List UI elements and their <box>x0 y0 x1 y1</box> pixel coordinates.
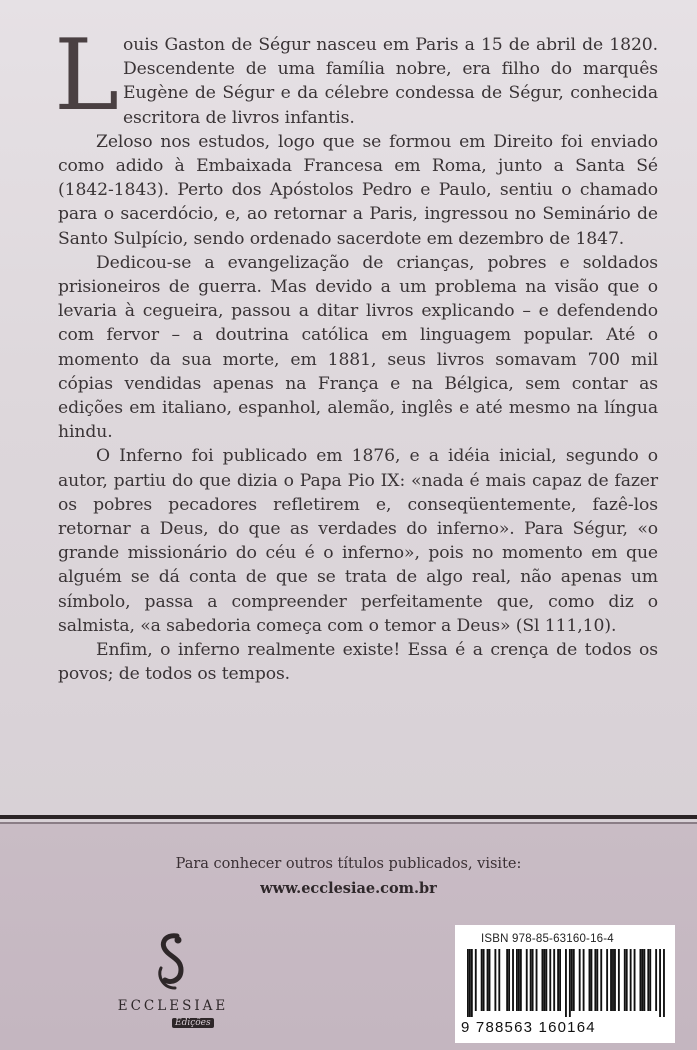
barcode-bar <box>610 949 612 1011</box>
barcode-bar <box>471 949 473 1017</box>
barcode-bar <box>467 949 469 1017</box>
barcode-bar <box>565 949 567 1017</box>
barcode-bar <box>536 949 538 1011</box>
barcode-bar <box>557 949 559 1011</box>
barcode-bar <box>659 949 661 1017</box>
barcode-bar <box>630 949 632 1011</box>
barcode-bar <box>487 949 489 1011</box>
barcode-bar <box>640 949 642 1011</box>
barcode-bar <box>516 949 518 1011</box>
barcode-bar <box>579 949 581 1011</box>
isbn-label: ISBN 978-85-63160-16-4 <box>481 933 614 945</box>
barcode-bar <box>606 949 608 1011</box>
barcode-bar <box>489 949 491 1011</box>
barcode-bar <box>494 949 496 1011</box>
barcode-bar <box>481 949 483 1011</box>
barcode-bar <box>634 949 636 1011</box>
barcode-bar <box>469 949 471 1017</box>
barcode-bar <box>589 949 591 1011</box>
barcode-bar <box>512 949 514 1011</box>
barcode-bar <box>663 949 665 1017</box>
barcode-digits: 9 788563 160164 <box>461 1019 596 1036</box>
barcode-bar <box>530 949 532 1011</box>
barcode-bar <box>475 949 477 1011</box>
barcode-bar <box>649 949 651 1011</box>
barcode-icon <box>467 949 665 1017</box>
barcode-bar <box>532 949 534 1011</box>
barcode-bar <box>600 949 602 1011</box>
paragraph-1 <box>54 19 658 133</box>
paragraph-2: Zeloso nos estudos, logo que se formou em Direito foi enviado como adido à Embaixada Francesa em Roma, junto a Santa Sé (1842-1843). Perto dos Apóstolos Pedro e Paulo, sentiu o chamado para o sacerdócio, e, ao retornar a Paris, ingressou no Seminário de Santo Sulpício, sendo ordenado sacerdote em dezembro de 1847. <box>58 131 658 249</box>
paragraph-1-text: ouis Gaston de Ségur nasceu em Paris a 15 de abril de 1820. Descendente de uma família nobre, era filho do marquês Eugène de Ségur e da célebre condessa de Ségur, conhecida escritora de livros infantis. <box>122 35 658 128</box>
barcode-bar <box>498 949 500 1011</box>
visit-text: Para conhecer outros títulos publicados, visite: <box>175 856 522 872</box>
barcode-bar <box>483 949 485 1011</box>
divider-dark <box>0 815 697 819</box>
barcode-bar <box>643 949 645 1011</box>
paragraph-4: O Inferno foi publicado em 1876, e a idéia inicial, segundo o autor, partiu do que dizia o Papa Pio IX: «nada é mais capaz de fazer os pobres pecadores refletirem e, conseqüentemente, fazê-los retornar a Deus, do que as verdades do inferno». Para Ségur, «o grande missionário do céu é o inferno», pois no momento em que alguém se dá conta de que se trata de algo real, não apenas um símbolo, passa a compreender perfeitamente que, como diz o salmista, «a sabedoria começa com o temor a Deus» (Sl 111,10). <box>58 446 658 636</box>
barcode-bar <box>641 949 643 1011</box>
barcode-bar <box>618 949 620 1011</box>
barcode-bar <box>542 949 544 1011</box>
barcode-bar <box>626 949 628 1011</box>
paragraph-3: Dedicou-se a evangelização de crianças, pobres e soldados prisioneiros de guerra. Mas devido a um problema na visão que o levaria à cegueira, passou a ditar livros explicando – e defendendo com fervor – a doutrina católica em linguagem popular. Até o momento da sua morte, em 1881, seus livros somavam 700 mil cópias vendidas apenas na França e na Bélgica, sem contar as edições em italiano, espanhol, alemão, inglês e até mesmo na língua hindu. <box>58 252 658 443</box>
synopsis-text <box>54 19 658 686</box>
drop-cap: L <box>54 19 119 133</box>
barcode-bar <box>596 949 598 1011</box>
barcode-bar <box>612 949 614 1011</box>
barcode-bar <box>591 949 593 1011</box>
website-link[interactable]: www.ecclesiae.com.br <box>260 880 437 897</box>
barcode-bar <box>518 949 520 1011</box>
barcode-bar <box>583 949 585 1011</box>
barcode-bar <box>549 949 551 1011</box>
publisher-logo <box>108 930 238 1040</box>
publisher-sub: Edições <box>172 1018 214 1028</box>
barcode-bar <box>508 949 510 1011</box>
ecclesiae-emblem-icon <box>151 930 195 994</box>
barcode-bar <box>543 949 545 1011</box>
paragraph-5: Enfim, o inferno realmente existe! Essa é a crença de todos os povos; de todos os tempos. <box>58 640 658 685</box>
barcode-bar <box>526 949 528 1011</box>
barcode-bar <box>520 949 522 1011</box>
barcode-bar <box>571 949 573 1011</box>
barcode-bar <box>545 949 547 1011</box>
barcode-bar <box>573 949 575 1011</box>
barcode-bar <box>506 949 508 1011</box>
barcode-bar <box>553 949 555 1011</box>
barcode-bar <box>569 949 571 1017</box>
barcode-bar <box>614 949 616 1011</box>
barcode-bar <box>559 949 561 1011</box>
barcode-panel <box>455 925 675 1043</box>
barcode-bar <box>594 949 596 1011</box>
barcode-bar <box>647 949 649 1011</box>
barcode-bar <box>655 949 657 1011</box>
barcode-bar <box>624 949 626 1011</box>
publisher-name: ECCLESIAE <box>117 998 229 1014</box>
